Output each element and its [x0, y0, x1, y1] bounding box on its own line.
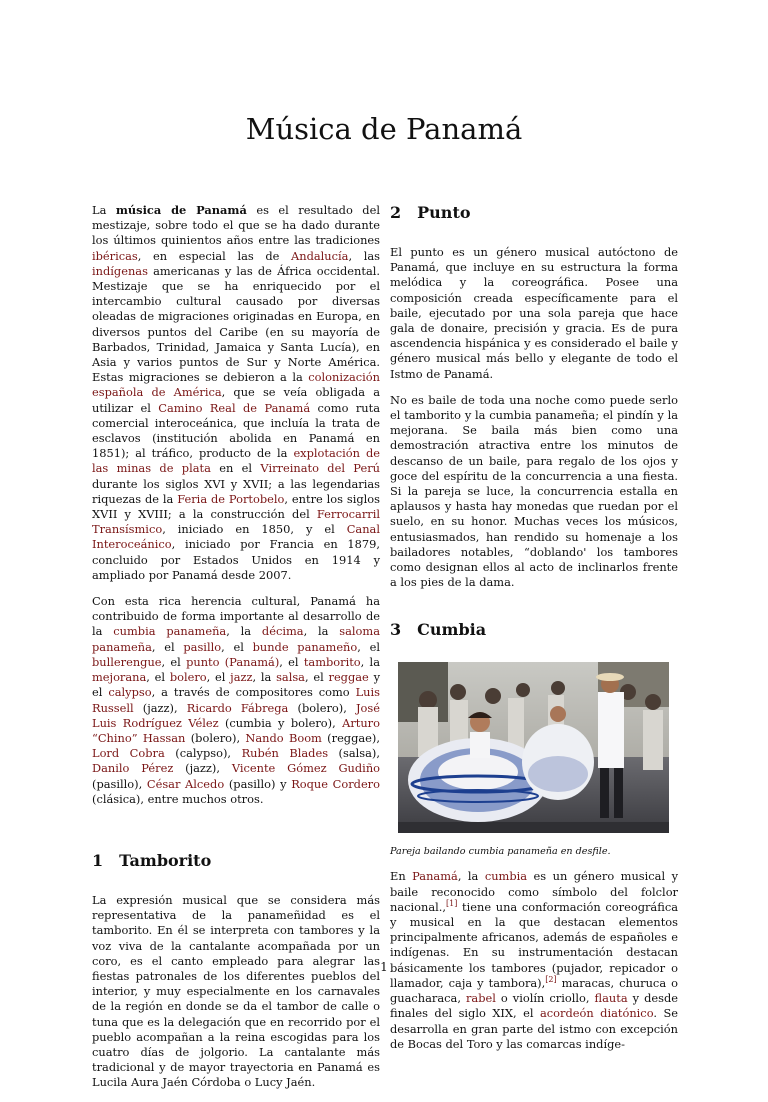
link-roque-cordero[interactable]: Roque Cordero — [291, 776, 380, 791]
text: , el — [146, 670, 170, 685]
intro-paragraph-1 — [92, 203, 380, 583]
section-number: 3 — [390, 620, 402, 640]
section-title: Punto — [417, 203, 471, 222]
text: , la — [226, 624, 262, 639]
text: (cumbia y bolero), — [218, 715, 343, 730]
text: , iniciado en 1850, y el — [162, 522, 347, 537]
reference-link-1[interactable]: [1] — [446, 899, 458, 909]
link-ibericas[interactable]: ibéricas — [92, 248, 138, 263]
link-vicente-gomez[interactable]: Vicente Gómez Gudiño — [231, 761, 381, 776]
link-punto[interactable]: punto (Panamá) — [186, 654, 280, 669]
link-decima[interactable]: décima — [261, 624, 304, 639]
link-andalucia[interactable]: Andalucía — [291, 248, 349, 263]
link-pasillo[interactable]: pasillo — [183, 639, 222, 654]
text: (bolero), — [288, 700, 356, 715]
section-heading-cumbia — [390, 620, 678, 640]
text: , entre los siglos XVII y XVIII; a la construcción del — [92, 491, 380, 522]
link-reggae[interactable]: reggae — [328, 670, 369, 685]
text: (bolero), — [185, 730, 246, 745]
text: tiene una conformación coreográfica y musical en la que destacan elementos principalmente africanos, además de españoles e indígenas. En su instrumentación destacan básicamente los tambores (pujador, repicador o llamador, caja y tambora), — [390, 899, 678, 990]
link-ferrocarril[interactable]: Ferrocarril Transísmico — [92, 507, 380, 537]
link-nando-boom[interactable]: Nando Boom — [245, 730, 322, 745]
text: , el — [151, 639, 184, 654]
text: , el — [161, 654, 187, 669]
text: es el resultado del mestizaje, sobre todo el que se ha dado durante los últimos quinientos años entre las tradiciones — [92, 203, 380, 248]
text: (clásica), entre muchos otros. — [92, 791, 264, 806]
link-ricardo-fabrega[interactable]: Ricardo Fábrega — [186, 700, 289, 715]
text: durante los siglos XVI y XVII; a las legendarias riquezas de la — [92, 476, 380, 506]
link-tamborito[interactable]: tamborito — [303, 654, 361, 669]
link-bunde[interactable]: bunde panameño — [252, 639, 358, 654]
link-bullerengue[interactable]: bullerengue — [92, 654, 162, 669]
link-cumbia[interactable]: cumbia — [484, 869, 528, 884]
section-title: Cumbia — [417, 620, 487, 640]
reference-link-2[interactable]: [2] — [545, 975, 557, 985]
text: , el — [221, 639, 253, 654]
text: en el — [210, 461, 261, 476]
link-rabel[interactable]: rabel — [465, 991, 496, 1006]
text: y desde finales del siglo XIX, el — [390, 991, 679, 1021]
link-virreinato[interactable]: Virreinato del Perú — [260, 461, 380, 476]
link-feria-portobelo[interactable]: Feria de Portobelo — [177, 491, 285, 506]
text: y el — [92, 670, 381, 700]
link-salsa[interactable]: salsa — [276, 670, 305, 685]
text: (calypso), — [164, 746, 242, 761]
text: maracas, churuca o guacharaca, — [390, 975, 678, 1006]
section-heading-tamborito — [92, 851, 380, 871]
text: , la — [360, 654, 380, 669]
text: o violín criollo, — [495, 991, 595, 1006]
cumbia-photo-illustration — [398, 662, 669, 833]
link-flauta[interactable]: flauta — [594, 991, 628, 1006]
bold-term: música de Panamá — [115, 203, 247, 217]
text: es un género musical y baile reconocido como símbolo del folclor nacional., — [390, 869, 679, 914]
link-saloma[interactable]: saloma panameña — [92, 624, 381, 654]
text: La — [92, 203, 116, 217]
text: , el — [304, 670, 329, 685]
text: (pasillo), — [92, 776, 147, 791]
page-title: Música de Panamá — [245, 112, 523, 146]
link-mejorana[interactable]: mejorana — [92, 670, 147, 685]
text: americanas y las de África occidental. Mestizaje que se ha enriquecido por el intercambio cultural causado por diversas oleadas de migraciones originadas en Europa, en diversos puntos del Caribe (en su mayoría de Barbados, Trinidad, Jamaica y Santa Lucía), en Asia y varios puntos de Sur y Norte América. Estas migraciones se debieron a la — [92, 263, 380, 385]
text: , las — [348, 248, 380, 263]
punto-paragraph-1: El punto es un género musical autóctono de Panamá, que incluye en su estructura la forma melódica y la coreográfica. Posee una composición creada específicamente para el baile, ejecutado por una sola pareja que hace gala de donaire, precisión y gracia. Es de pura ascendencia hispánica y es considerado el baile y género musical más bello y elegante de todo el Istmo de Panamá. — [390, 245, 678, 381]
section-title: Tamborito — [119, 850, 212, 870]
link-arturo-hassan[interactable]: Arturo “Chino” Hassan — [92, 715, 380, 745]
link-cumbia-panamena[interactable]: cumbia panameña — [113, 624, 227, 639]
link-bolero[interactable]: bolero — [169, 670, 207, 685]
link-camino-real[interactable]: Camino Real de Panamá — [158, 400, 311, 415]
text: (jazz), — [173, 761, 232, 776]
link-indigenas[interactable]: indígenas — [92, 263, 148, 278]
punto-paragraph-2: No es baile de toda una noche como puede serlo el tamborito y la cumbia panameña; el pindín y la mejorana. Se baila más bien como una demostración atractiva entre los minutos de descanso de un baile, para regalo de los ojos y goce del espíritu de la concurrencia a una fiesta. Si la pareja se luce, la concurrencia estalla en aplausos y hasta hay monedas que ruedan por el suelo, en su honor. Muchas veces los músicos, entusiasmados, han rendido su homenaje a los bailadores notables, “doblando' los tambores como designan ellos al acto de inclinarlos frente a los pies de la dama. — [390, 392, 678, 590]
link-acordeon[interactable]: acordeón diatónico — [540, 1006, 654, 1021]
text: (salsa), — [328, 746, 380, 761]
link-colonizacion[interactable]: colonización española de América — [92, 370, 380, 400]
text: Con esta rica herencia cultural, Panamá ha contribuido de forma importante al desarrollo de la — [92, 594, 380, 639]
text: , el — [279, 654, 304, 669]
text: , iniciado por Francia en 1879, concluido por Estados Unidos en 1914 y ampliado por Panamá desde 2007. — [92, 537, 380, 582]
text: En — [390, 869, 413, 884]
text: , que se veía obligada a utilizar el — [92, 385, 380, 415]
figure-caption: Pareja bailando cumbia panameña en desfile. — [390, 846, 611, 858]
intro-paragraph-2 — [92, 594, 380, 807]
link-jose-luis-rodriguez[interactable]: José Luis Rodríguez Vélez — [92, 700, 380, 730]
link-minas-plata[interactable]: explotación de las minas de plata — [92, 446, 381, 476]
link-luis-russell[interactable]: Luis Russell — [92, 685, 380, 715]
text: , la — [303, 624, 340, 639]
text: (pasillo) y — [224, 776, 292, 791]
tamborito-paragraph: La expresión musical que se considera más representativa de la panameñidad es el tamborito. En él se interpreta con tambores y la voz viva de la cantalante acompañada por un coro, es el canto empleado para alegrar las fiestas patronales de los diferentes pueblos del interior, y muy especialmente en los carnavales de la región en donde se da el tambor de calle o tuna que es la delegación que en recorrido por el pueblo acompañan a la reina escogidas para los cuatro días de jolgorio. La cantalante más tradicional y de mayor trayectoria en Panamá es Lucila Aura Jaén Córdoba o Lucy Jaén. — [92, 892, 380, 1090]
cumbia-photo — [398, 662, 669, 833]
section-number: 1 — [92, 850, 104, 870]
right-column — [390, 203, 678, 1063]
page-number: 1 — [380, 960, 388, 974]
text: como ruta comercial interoceánica, que incluía la trata de esclavos (institución abolida en Panamá en 1851); al tráfico, producto de la — [92, 400, 380, 461]
link-ruben-blades[interactable]: Rubén Blades — [241, 746, 329, 761]
link-jazz[interactable]: jazz — [230, 670, 253, 685]
link-danilo-perez[interactable]: Danilo Pérez — [92, 761, 174, 776]
link-lord-cobra[interactable]: Lord Cobra — [92, 746, 165, 761]
link-canal[interactable]: Canal Interoceánico — [92, 522, 380, 552]
text: , en especial las de — [137, 248, 292, 263]
section-heading-punto — [390, 203, 678, 223]
text: , a través de compositores como — [151, 685, 356, 700]
section-number: 2 — [390, 203, 402, 222]
text: , la — [457, 869, 485, 884]
text: , la — [252, 670, 277, 685]
text: (reggae), — [321, 730, 380, 745]
text: , el — [206, 670, 231, 685]
link-cesar-alcedo[interactable]: César Alcedo — [146, 776, 225, 791]
text: , el — [357, 639, 381, 654]
link-panama[interactable]: Panamá — [412, 869, 458, 884]
link-calypso[interactable]: calypso — [108, 685, 152, 700]
text: . Se desarrolla en gran parte del istmo con excepción de Bocas del Toro y las comarcas indíge- — [390, 1006, 678, 1051]
text: (jazz), — [133, 700, 187, 715]
